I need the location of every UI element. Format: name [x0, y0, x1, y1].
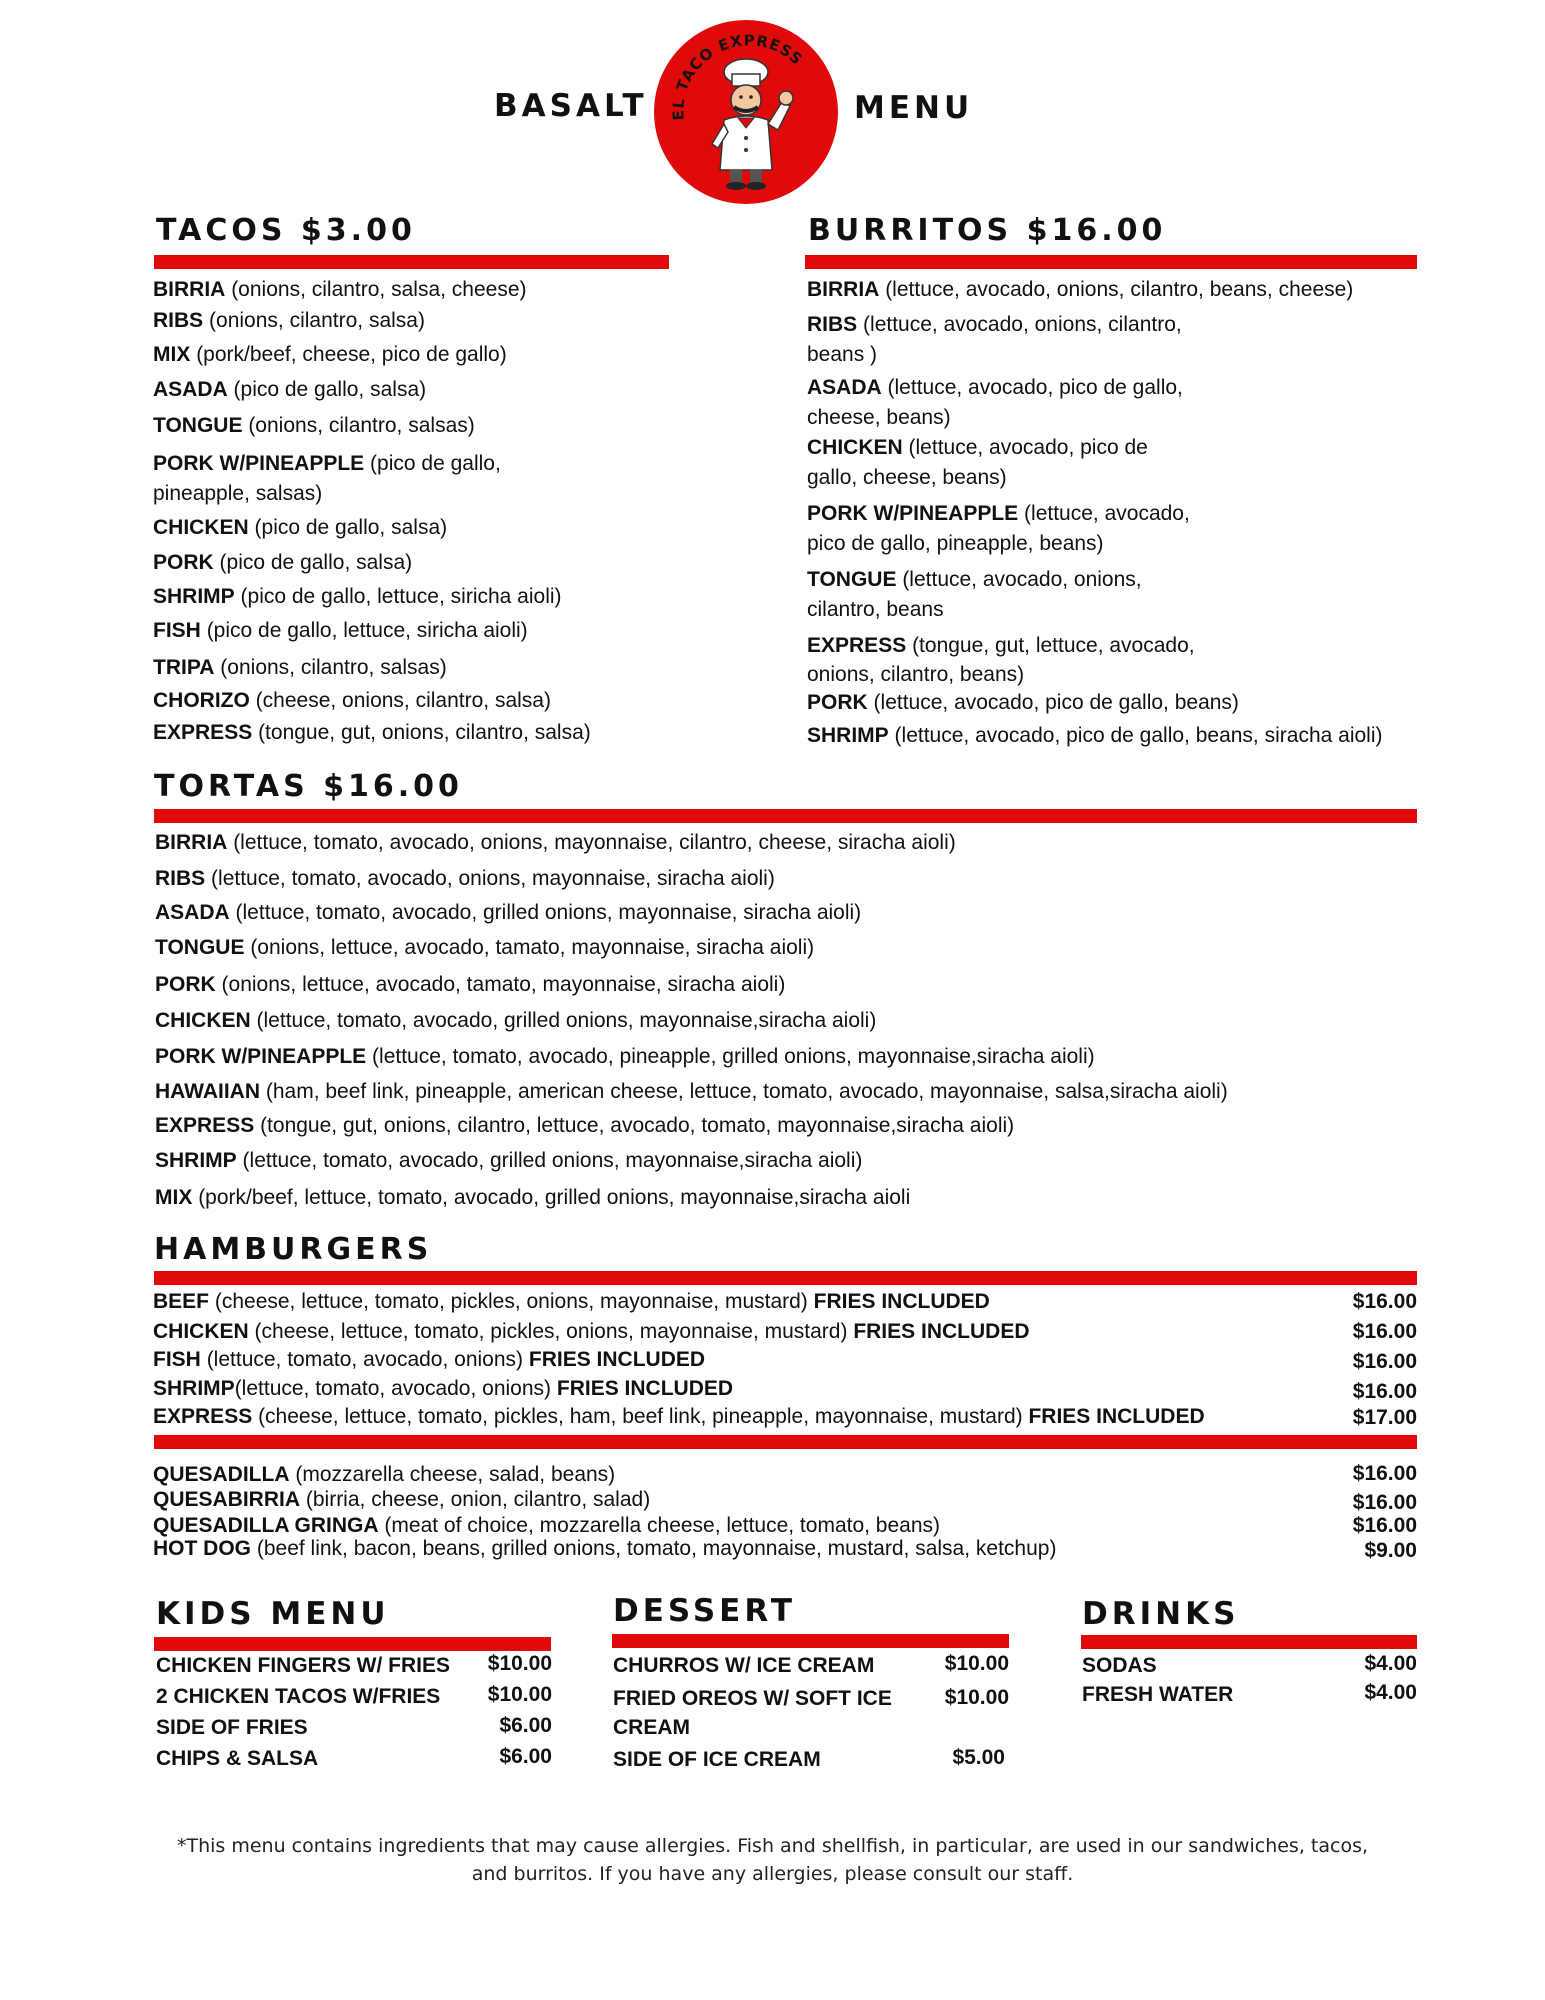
- list-item: FISH (lettuce, tomato, avocado, onions) FRIES INCLUDED: [153, 1348, 706, 1371]
- table-row: [613, 1652, 1009, 1684]
- dessert-divider: [612, 1634, 1009, 1648]
- drinks-divider: [1081, 1635, 1417, 1649]
- kids-menu-title: KIDS MENU: [156, 1596, 390, 1632]
- burritos-title: BURRITOS $16.00: [808, 213, 1167, 248]
- kids-list: [156, 1652, 552, 1776]
- tortas-title: TORTAS $16.00: [154, 769, 463, 804]
- list-item: SHRIMP (lettuce, tomato, avocado, grilled onions, mayonnaise,siracha aioli): [155, 1149, 863, 1172]
- list-item: RIBS (lettuce, tomato, avocado, onions, mayonnaise, siracha aioli): [155, 867, 775, 890]
- list-item: TRIPA (onions, cilantro, salsas): [153, 656, 447, 679]
- table-row: [153, 1487, 1417, 1514]
- allergy-notice-line-2: and burritos. If you have any allergies, please consult our staff.: [471, 1863, 1074, 1885]
- list-item: PORK W/PINEAPPLE (lettuce, avocado, pico de gallo, pineapple, beans): [807, 502, 1190, 555]
- location-title: BASALT: [494, 88, 648, 124]
- price: $16.00: [1352, 1290, 1417, 1313]
- list-item: FISH (pico de gallo, lettuce, siricha aioli): [153, 619, 528, 642]
- price: $10.00: [487, 1683, 552, 1706]
- list-item: CHORIZO (cheese, onions, cilantro, salsa): [153, 689, 551, 712]
- table-row: [153, 1318, 1417, 1346]
- list-item: CHICKEN (lettuce, avocado, pico de gallo, cheese, beans): [807, 436, 1148, 489]
- list-item: MIX (pork/beef, cheese, pico de gallo): [153, 343, 507, 366]
- hamburgers-divider: [154, 1271, 1417, 1285]
- list-item: CHURROS W/ ICE CREAM: [613, 1654, 875, 1677]
- price: $9.00: [1364, 1539, 1417, 1562]
- drinks-title: DRINKS: [1082, 1596, 1240, 1632]
- others-divider: [154, 1435, 1417, 1449]
- allergy-notice-line-1: *This menu contains ingredients that may cause allergies. Fish and shellfish, in particular, are used in our sandwiches, tacos,: [176, 1835, 1369, 1857]
- price: $17.00: [1352, 1406, 1417, 1429]
- hamburgers-title: HAMBURGERS: [154, 1232, 433, 1267]
- table-row: [153, 1403, 1417, 1433]
- table-row: [153, 1537, 1417, 1563]
- list-item: SIDE OF FRIES: [156, 1716, 308, 1739]
- list-item: QUESADILLA GRINGA (meat of choice, mozzarella cheese, lettuce, tomato, beans): [153, 1514, 941, 1537]
- table-row: [156, 1652, 552, 1683]
- price: $16.00: [1352, 1320, 1417, 1343]
- list-item: TONGUE (onions, cilantro, salsas): [153, 414, 475, 437]
- list-item: SIDE OF ICE CREAM: [613, 1748, 821, 1771]
- list-item: BEEF (cheese, lettuce, tomato, pickles, onions, mayonnaise, mustard) FRIES INCLUDED: [153, 1290, 990, 1313]
- table-row: [156, 1745, 552, 1776]
- list-item: EXPRESS (tongue, gut, onions, cilantro, salsa): [153, 721, 591, 744]
- restaurant-logo: [654, 20, 838, 204]
- price: $4.00: [1364, 1681, 1417, 1704]
- price: $5.00: [952, 1746, 1005, 1769]
- list-item: BIRRIA (lettuce, avocado, onions, cilantro, beans, cheese): [807, 278, 1354, 301]
- table-row: [153, 1375, 1417, 1403]
- price: $10.00: [944, 1686, 1009, 1709]
- list-item: PORK W/PINEAPPLE (lettuce, tomato, avocado, pineapple, grilled onions, mayonnaise,siracha aioli): [155, 1045, 1095, 1068]
- list-item: ASADA (lettuce, tomato, avocado, grilled onions, mayonnaise, siracha aioli): [155, 901, 862, 924]
- list-item: ASADA (lettuce, avocado, pico de gallo, cheese, beans): [807, 376, 1183, 429]
- list-item: BIRRIA (onions, cilantro, salsa, cheese): [153, 278, 527, 301]
- table-row: [1082, 1652, 1417, 1681]
- list-item: TONGUE (onions, lettuce, avocado, tamato, mayonnaise, siracha aioli): [155, 936, 815, 959]
- price: $6.00: [499, 1745, 552, 1768]
- price: $10.00: [944, 1652, 1009, 1675]
- drinks-list: [1082, 1652, 1417, 1710]
- list-item: ASADA (pico de gallo, salsa): [153, 378, 427, 401]
- table-row: [156, 1683, 552, 1714]
- list-item: PORK (onions, lettuce, avocado, tamato, mayonnaise, siracha aioli): [155, 973, 786, 996]
- table-row: [613, 1746, 1009, 1777]
- list-item: FRIED OREOS W/ SOFT ICE CREAM: [613, 1687, 892, 1739]
- logo-text: EL TACO EXPRESS: [669, 31, 807, 121]
- list-item: QUESADILLA (mozzarella cheese, salad, beans): [153, 1463, 616, 1486]
- list-item: EXPRESS (tongue, gut, lettuce, avocado, onions, cilantro, beans): [807, 634, 1195, 686]
- chef-logo-icon: [654, 20, 838, 204]
- list-item: TONGUE (lettuce, avocado, onions, cilantro, beans: [807, 568, 1142, 621]
- list-item: CHICKEN (lettuce, tomato, avocado, grilled onions, mayonnaise,siracha aioli): [155, 1009, 877, 1032]
- price: $16.00: [1352, 1350, 1417, 1373]
- table-row: [153, 1346, 1417, 1375]
- price: $16.00: [1352, 1462, 1417, 1485]
- table-row: [156, 1714, 552, 1745]
- list-item: HAWAIIAN (ham, beef link, pineapple, american cheese, lettuce, tomato, avocado, mayonnaise, salsa,siracha aioli): [155, 1080, 1228, 1103]
- tacos-title: TACOS $3.00: [156, 213, 416, 248]
- menu-title: MENU: [854, 90, 974, 126]
- list-item: CHICKEN (pico de gallo, salsa): [153, 516, 448, 539]
- list-item: MIX (pork/beef, lettuce, tomato, avocado, grilled onions, mayonnaise,siracha aioli: [155, 1186, 911, 1209]
- kids-divider: [154, 1637, 551, 1651]
- price: $4.00: [1364, 1652, 1417, 1675]
- list-item: RIBS (lettuce, avocado, onions, cilantro, beans ): [807, 313, 1182, 366]
- list-item: PORK (pico de gallo, salsa): [153, 551, 413, 574]
- allergy-notice: [140, 1832, 1405, 1888]
- dessert-title: DESSERT: [613, 1593, 796, 1629]
- list-item: BIRRIA (lettuce, tomato, avocado, onions, mayonnaise, cilantro, cheese, siracha aioli): [155, 831, 956, 854]
- list-item: PORK (lettuce, avocado, pico de gallo, beans): [807, 691, 1239, 714]
- list-item: EXPRESS (tongue, gut, onions, cilantro, lettuce, avocado, tomato, mayonnaise,siracha aioli): [155, 1114, 1015, 1137]
- price: $16.00: [1352, 1491, 1417, 1514]
- hamburgers-list: [153, 1288, 1417, 1433]
- list-item: FRESH WATER: [1082, 1683, 1234, 1706]
- dessert-list: [613, 1652, 1009, 1777]
- list-item: EXPRESS (cheese, lettuce, tomato, pickles, ham, beef link, pineapple, mayonnaise, mustard) FRIES INCLUDED: [153, 1405, 1205, 1428]
- price: $16.00: [1352, 1380, 1417, 1403]
- list-item: SHRIMP (lettuce, avocado, pico de gallo, beans, siracha aioli): [807, 724, 1383, 747]
- table-row: [153, 1514, 1417, 1537]
- list-item: PORK W/PINEAPPLE (pico de gallo, pineapple, salsas): [153, 452, 501, 505]
- list-item: RIBS (onions, cilantro, salsa): [153, 309, 425, 332]
- list-item: 2 CHICKEN TACOS W/FRIES: [156, 1685, 441, 1708]
- burritos-list: [807, 276, 1427, 754]
- tacos-divider: [154, 255, 669, 269]
- list-item: CHICKEN FINGERS W/ FRIES: [156, 1654, 451, 1677]
- list-item: SHRIMP (pico de gallo, lettuce, siricha aioli): [153, 585, 562, 608]
- burritos-divider: [805, 255, 1417, 269]
- price: $16.00: [1352, 1514, 1417, 1537]
- table-row: [1082, 1681, 1417, 1710]
- price: $6.00: [499, 1714, 552, 1737]
- list-item: CHIPS & SALSA: [156, 1747, 319, 1770]
- table-row: [153, 1462, 1417, 1487]
- list-item: SODAS: [1082, 1654, 1157, 1677]
- list-item: CHICKEN (cheese, lettuce, tomato, pickles, onions, mayonnaise, mustard) FRIES INCLUDED: [153, 1320, 1030, 1343]
- list-item: HOT DOG (beef link, bacon, beans, grilled onions, tomato, mayonnaise, mustard, salsa, ketchup): [153, 1537, 1057, 1560]
- table-row: [153, 1288, 1417, 1318]
- tacos-list: [153, 276, 613, 751]
- price: $10.00: [487, 1652, 552, 1675]
- table-row: [613, 1684, 1009, 1746]
- tortas-list: [155, 829, 1415, 1216]
- list-item: QUESABIRRIA (birria, cheese, onion, cilantro, salad): [153, 1488, 651, 1511]
- tortas-divider: [154, 809, 1417, 823]
- list-item: SHRIMP(lettuce, tomato, avocado, onions) FRIES INCLUDED: [153, 1377, 734, 1400]
- others-list: [153, 1462, 1417, 1563]
